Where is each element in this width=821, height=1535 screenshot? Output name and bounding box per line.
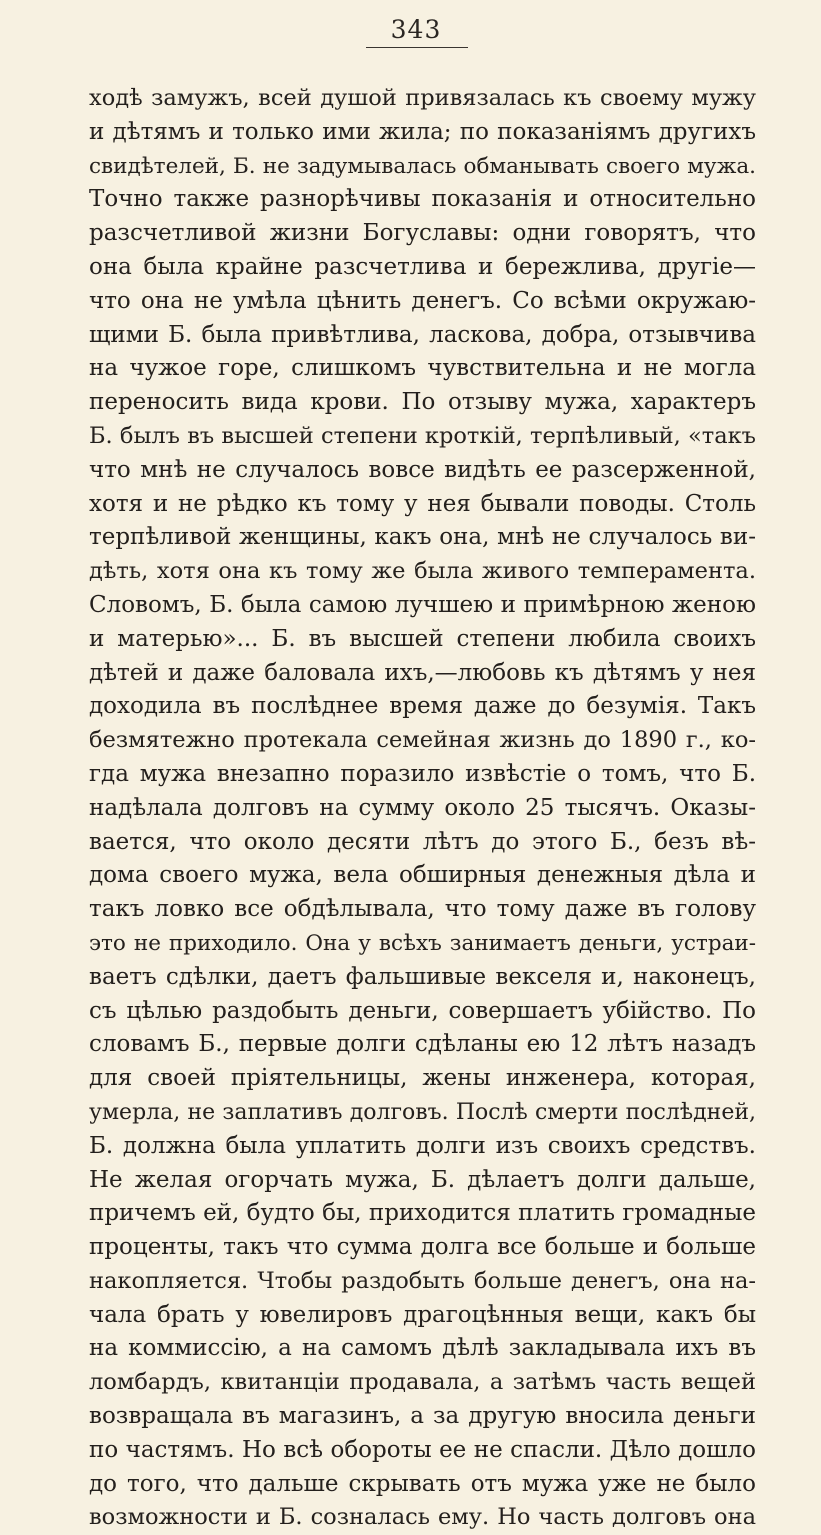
text-line: Б. былъ въ высшей степени кроткій, терпѣливый, «такъ (89, 422, 756, 449)
text-line: словамъ Б., первые долги сдѣланы ею 12 лѣтъ назадъ (89, 1031, 756, 1058)
text-line: Словомъ, Б. была самою лучшею и примѣрною женою (89, 591, 756, 618)
text-line: щими Б. была привѣтлива, ласкова, добра, отзывчива (89, 321, 756, 348)
text-line: проценты, такъ что сумма долга все больше и больше (89, 1234, 756, 1261)
text-line: Б. должна была уплатить долги изъ своихъ средствъ. (89, 1132, 756, 1159)
text-line: по частямъ. Но всѣ обороты ее не спасли. Дѣло дошло (89, 1436, 756, 1463)
text-line: это не приходило. Она у всѣхъ занимаетъ деньги, устраи- (89, 930, 756, 956)
text-line: надѣлала долговъ на сумму около 25 тысячъ. Оказы- (89, 794, 756, 821)
text-line: для своей пріятельницы, жены инженера, которая, (89, 1065, 756, 1092)
text-line: ваетъ сдѣлки, даетъ фальшивые векселя и, наконецъ, (89, 963, 756, 990)
text-line: хотя и не рѣдко къ тому у нея бывали поводы. Столь (89, 490, 756, 517)
text-line: разсчетливой жизни Богуславы: одни говорятъ, что (89, 220, 756, 247)
text-line: безмятежно протекала семейная жизнь до 1890 г., ко- (89, 727, 756, 754)
text-line: ломбардъ, квитанціи продавала, а затѣмъ часть вещей (89, 1369, 756, 1396)
text-line: возвращала въ магазинъ, а за другую вносила деньги (89, 1403, 756, 1430)
text-line: возможности и Б. созналась ему. Но часть долговъ она (89, 1504, 756, 1531)
text-line: терпѣливой женщины, какъ она, мнѣ не случалось ви- (89, 524, 756, 551)
page-number-rule (366, 47, 468, 48)
text-line: свидѣтелей, Б. не задумывалась обманывать своего мужа. (89, 153, 756, 179)
text-line: вается, что около десяти лѣтъ до этого Б., безъ вѣ- (89, 828, 756, 855)
text-line: ходѣ замужъ, всей душой привязалась къ своему мужу (89, 85, 756, 111)
text-line: на чужое горе, слишкомъ чувствительна и не могла (89, 355, 756, 382)
text-line: доходила въ послѣднее время даже до безумія. Такъ (89, 693, 756, 720)
text-line: что она не умѣла цѣнить денегъ. Со всѣми окружаю- (89, 287, 756, 314)
body-text (89, 82, 756, 1535)
text-line: гда мужа внезапно поразило извѣстіе о томъ, что Б. (89, 760, 756, 787)
text-line: переносить вида крови. По отзыву мужа, характеръ (89, 389, 756, 416)
text-line: дѣть, хотя она къ тому же была живого темперамента. (89, 558, 756, 585)
text-line: на коммиссію, а на самомъ дѣлѣ закладывала ихъ въ (89, 1335, 756, 1362)
text-line: дома своего мужа, вела обширныя денежныя дѣла и (89, 862, 756, 889)
text-line: до того, что дальше скрывать отъ мужа уже не было (89, 1470, 756, 1497)
text-line: и дѣтямъ и только ими жила; по показаніямъ другихъ (89, 118, 756, 145)
page-number: 343 (390, 15, 442, 44)
text-line: Точно также разнорѣчивы показанія и относительно (89, 186, 756, 213)
text-line: она была крайне разсчетлива и бережлива, другіе— (89, 253, 756, 280)
text-line: накопляется. Чтобы раздобыть больше денегъ, она на- (89, 1267, 756, 1294)
text-line: съ цѣлью раздобыть деньги, совершаетъ убійство. По (89, 997, 756, 1024)
text-line: чала брать у ювелировъ драгоцѣнныя вещи, какъ бы (89, 1301, 756, 1328)
text-line: что мнѣ не случалось вовсе видѣть ее разсерженной, (89, 456, 756, 483)
text-line: и матерью»... Б. въ высшей степени любила своихъ (89, 625, 756, 652)
text-line: умерла, не заплативъ долговъ. Послѣ смерти послѣдней, (89, 1099, 756, 1125)
text-line: Не желая огорчать мужа, Б. дѣлаетъ долги дальше, (89, 1166, 756, 1193)
text-line: причемъ ей, будто бы, приходится платить громадные (89, 1200, 756, 1227)
text-line: дѣтей и даже баловала ихъ,—любовь къ дѣтямъ у нея (89, 659, 756, 686)
text-line: такъ ловко все обдѣлывала, что тому даже въ голову (89, 896, 756, 923)
